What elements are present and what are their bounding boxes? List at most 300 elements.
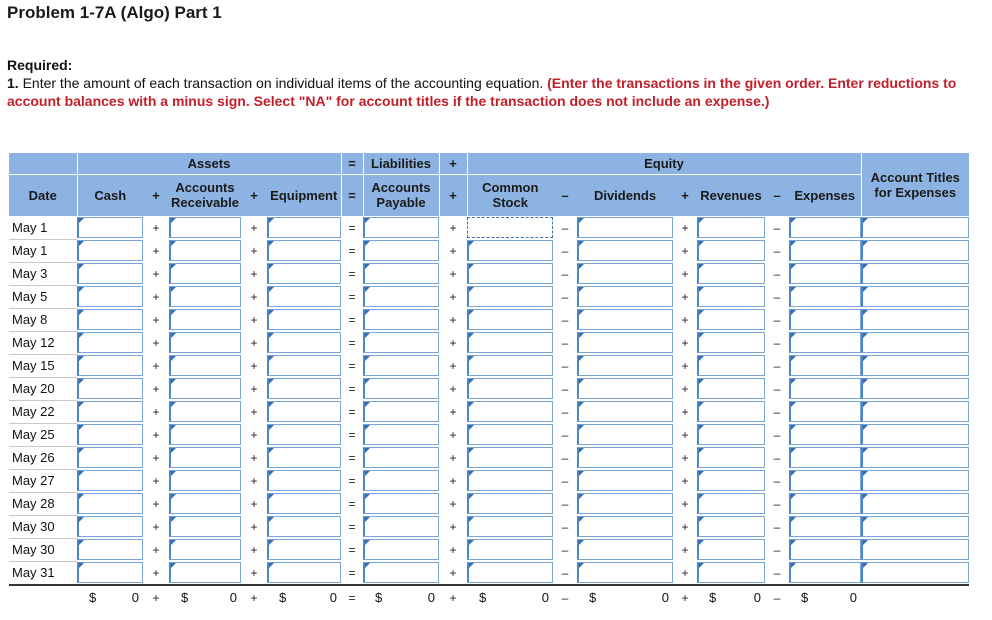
account-title-select[interactable] xyxy=(861,355,969,376)
row-symbol-plus: + xyxy=(250,519,258,534)
revenues-input[interactable] xyxy=(697,493,765,514)
equipment-input[interactable] xyxy=(267,470,341,491)
accounts-payable-input[interactable] xyxy=(363,424,439,445)
equipment-input[interactable] xyxy=(267,378,341,399)
row-symbol-plus: + xyxy=(152,450,160,465)
revenues-input[interactable] xyxy=(697,332,765,353)
account-title-cell xyxy=(861,469,969,492)
row-symbol-plus: + xyxy=(449,450,457,465)
accounts-payable-cell xyxy=(363,308,439,331)
revenues-input[interactable] xyxy=(697,516,765,537)
expenses-cell xyxy=(789,423,861,446)
account-title-cell xyxy=(861,538,969,561)
accounts-receivable-input[interactable] xyxy=(169,378,241,399)
common-stock-cell xyxy=(467,469,553,492)
accounts-payable-input[interactable] xyxy=(363,217,439,238)
account-title-select[interactable] xyxy=(861,286,969,307)
common-stock-cell xyxy=(467,354,553,377)
row-symbol-minus: – xyxy=(773,404,781,419)
dividends-cell xyxy=(577,400,673,423)
cash-cell xyxy=(77,538,143,561)
dividends-input[interactable] xyxy=(577,240,673,261)
row-symbol-plus: + xyxy=(250,565,258,580)
revenues-cell xyxy=(697,423,765,446)
account-title-select[interactable] xyxy=(861,447,969,468)
accounts-payable-cell xyxy=(363,561,439,585)
currency-symbol: $ xyxy=(89,590,97,605)
total-symbol-plus: + xyxy=(673,585,697,609)
revenues-input[interactable] xyxy=(697,240,765,261)
common-stock-input[interactable] xyxy=(467,562,553,583)
total-account-titles-blank xyxy=(861,585,969,609)
accounts-receivable-input[interactable] xyxy=(169,286,241,307)
account-title-cell xyxy=(861,354,969,377)
row-symbol-minus: – xyxy=(561,381,569,396)
expenses-input[interactable] xyxy=(789,286,861,307)
total-accounts-receivable xyxy=(169,585,241,609)
accounts-receivable-input[interactable] xyxy=(169,562,241,583)
row-symbol-plus: + xyxy=(449,266,457,281)
account-title-select[interactable] xyxy=(861,470,969,491)
accounts-receivable-cell xyxy=(169,354,241,377)
cash-cell xyxy=(77,377,143,400)
row-symbol-plus: + xyxy=(449,565,457,580)
revenues-input[interactable] xyxy=(697,539,765,560)
common-stock-input[interactable] xyxy=(467,332,553,353)
expenses-input[interactable] xyxy=(789,355,861,376)
account-title-select[interactable] xyxy=(861,309,969,330)
table-row xyxy=(9,423,969,446)
cash-input[interactable] xyxy=(77,378,143,399)
common-stock-input[interactable] xyxy=(467,217,553,238)
row-symbol-plus: + xyxy=(681,266,689,281)
expenses-input[interactable] xyxy=(789,217,861,238)
row-symbol-plus: + xyxy=(681,381,689,396)
header-assets: Assets xyxy=(77,153,341,174)
currency-symbol: $ xyxy=(279,590,287,605)
row-symbol-plus: + xyxy=(449,473,457,488)
dividends-input[interactable] xyxy=(577,470,673,491)
row-symbol-plus: + xyxy=(250,427,258,442)
revenues-input[interactable] xyxy=(697,286,765,307)
equipment-cell xyxy=(267,446,341,469)
row-symbol-minus: – xyxy=(773,427,781,442)
accounts-payable-input[interactable] xyxy=(363,263,439,284)
required-label: Required: xyxy=(7,57,73,73)
revenues-input[interactable] xyxy=(697,447,765,468)
row-symbol-eq: = xyxy=(348,289,356,304)
row-symbol-plus: + xyxy=(152,266,160,281)
equipment-input[interactable] xyxy=(267,424,341,445)
cash-input[interactable] xyxy=(77,240,143,261)
account-title-select[interactable] xyxy=(861,516,969,537)
row-symbol-plus: + xyxy=(681,473,689,488)
common-stock-input[interactable] xyxy=(467,401,553,422)
row-symbol-eq: = xyxy=(348,220,356,235)
cash-input[interactable] xyxy=(77,217,143,238)
table-row xyxy=(9,515,969,538)
cash-cell xyxy=(77,308,143,331)
expenses-cell xyxy=(789,492,861,515)
row-date: May 3 xyxy=(9,262,77,285)
total-symbol-minus: – xyxy=(553,585,577,609)
equipment-input[interactable] xyxy=(267,286,341,307)
common-stock-input[interactable] xyxy=(467,309,553,330)
total-amount: 0 xyxy=(427,590,435,605)
accounts-payable-input[interactable] xyxy=(363,447,439,468)
common-stock-cell xyxy=(467,285,553,308)
expenses-input[interactable] xyxy=(789,263,861,284)
row-symbol-plus: + xyxy=(152,473,160,488)
common-stock-input[interactable] xyxy=(467,493,553,514)
row-date: May 31 xyxy=(9,561,77,585)
row-symbol-plus: + xyxy=(152,381,160,396)
row-symbol-minus: – xyxy=(773,381,781,396)
total-symbol-eq: = xyxy=(341,585,363,609)
expenses-input[interactable] xyxy=(789,240,861,261)
cash-input[interactable] xyxy=(77,447,143,468)
cash-input[interactable] xyxy=(77,516,143,537)
expenses-cell xyxy=(789,239,861,262)
equipment-cell xyxy=(267,377,341,400)
dividends-input[interactable] xyxy=(577,516,673,537)
dividends-input[interactable] xyxy=(577,332,673,353)
row-symbol-minus: – xyxy=(773,220,781,235)
cash-input[interactable] xyxy=(77,355,143,376)
currency-symbol: $ xyxy=(181,590,189,605)
row-symbol-eq: = xyxy=(348,335,356,350)
common-stock-input[interactable] xyxy=(467,424,553,445)
account-title-select[interactable] xyxy=(861,332,969,353)
row-symbol-minus: – xyxy=(561,427,569,442)
cash-input[interactable] xyxy=(77,263,143,284)
cash-input[interactable] xyxy=(77,401,143,422)
row-symbol-plus: + xyxy=(681,312,689,327)
accounts-receivable-input[interactable] xyxy=(169,263,241,284)
accounts-payable-input[interactable] xyxy=(363,378,439,399)
row-symbol-plus: + xyxy=(250,358,258,373)
accounts-receivable-input[interactable] xyxy=(169,355,241,376)
equipment-cell xyxy=(267,400,341,423)
accounts-payable-input[interactable] xyxy=(363,539,439,560)
accounts-payable-input[interactable] xyxy=(363,332,439,353)
expenses-input[interactable] xyxy=(789,447,861,468)
accounts-payable-input[interactable] xyxy=(363,309,439,330)
accounts-receivable-input[interactable] xyxy=(169,516,241,537)
revenues-input[interactable] xyxy=(697,424,765,445)
account-title-select[interactable] xyxy=(861,539,969,560)
account-title-select[interactable] xyxy=(861,240,969,261)
row-symbol-plus: + xyxy=(250,266,258,281)
accounts-receivable-cell xyxy=(169,492,241,515)
total-value xyxy=(363,590,439,605)
cash-input[interactable] xyxy=(77,562,143,583)
expenses-input[interactable] xyxy=(789,401,861,422)
table-row xyxy=(9,538,969,561)
total-cash xyxy=(77,585,143,609)
row-symbol-minus: – xyxy=(773,312,781,327)
accounts-receivable-input[interactable] xyxy=(169,539,241,560)
revenues-input[interactable] xyxy=(697,355,765,376)
row-symbol-minus: – xyxy=(561,312,569,327)
total-symbol-plus: + xyxy=(439,585,467,609)
cash-input[interactable] xyxy=(77,539,143,560)
row-symbol-minus: – xyxy=(773,450,781,465)
revenues-input[interactable] xyxy=(697,470,765,491)
total-amount: 0 xyxy=(329,590,337,605)
row-symbol-minus: – xyxy=(561,335,569,350)
expenses-cell xyxy=(789,446,861,469)
accounts-receivable-cell xyxy=(169,262,241,285)
header-date: Date xyxy=(9,174,77,216)
expenses-cell xyxy=(789,262,861,285)
accounts-payable-input[interactable] xyxy=(363,355,439,376)
row-date: May 5 xyxy=(9,285,77,308)
account-title-select[interactable] xyxy=(861,378,969,399)
page-title: Problem 1-7A (Algo) Part 1 xyxy=(7,3,222,22)
row-date: May 20 xyxy=(9,377,77,400)
dividends-input[interactable] xyxy=(577,355,673,376)
total-value xyxy=(169,590,241,605)
cash-input[interactable] xyxy=(77,493,143,514)
row-symbol-eq: = xyxy=(348,542,356,557)
equipment-input[interactable] xyxy=(267,240,341,261)
currency-symbol: $ xyxy=(801,590,809,605)
revenues-cell xyxy=(697,216,765,239)
dividends-input[interactable] xyxy=(577,493,673,514)
accounts-payable-input[interactable] xyxy=(363,286,439,307)
row-symbol-plus: + xyxy=(152,220,160,235)
row-symbol-minus: – xyxy=(773,266,781,281)
row-symbol-plus: + xyxy=(681,496,689,511)
equipment-input[interactable] xyxy=(267,217,341,238)
accounts-receivable-cell xyxy=(169,561,241,585)
table-row xyxy=(9,262,969,285)
account-title-select[interactable] xyxy=(861,424,969,445)
equipment-input[interactable] xyxy=(267,562,341,583)
common-stock-input[interactable] xyxy=(467,286,553,307)
row-symbol-plus: + xyxy=(250,542,258,557)
common-stock-input[interactable] xyxy=(467,355,553,376)
revenues-cell xyxy=(697,446,765,469)
row-symbol-plus: + xyxy=(449,519,457,534)
accounts-receivable-cell xyxy=(169,285,241,308)
row-date: May 8 xyxy=(9,308,77,331)
common-stock-input[interactable] xyxy=(467,516,553,537)
row-symbol-minus: – xyxy=(773,565,781,580)
common-stock-cell xyxy=(467,262,553,285)
row-symbol-plus: + xyxy=(250,450,258,465)
cash-cell xyxy=(77,515,143,538)
equipment-input[interactable] xyxy=(267,355,341,376)
revenues-cell xyxy=(697,515,765,538)
equipment-input[interactable] xyxy=(267,493,341,514)
common-stock-input[interactable] xyxy=(467,470,553,491)
row-date: May 27 xyxy=(9,469,77,492)
totals-row xyxy=(9,585,969,609)
account-title-select[interactable] xyxy=(861,401,969,422)
row-symbol-plus: + xyxy=(681,450,689,465)
header-minus-2: – xyxy=(765,174,789,216)
common-stock-cell xyxy=(467,515,553,538)
cash-cell xyxy=(77,446,143,469)
header-common-stock: Common Stock xyxy=(467,174,553,216)
equipment-cell xyxy=(267,354,341,377)
accounts-payable-input[interactable] xyxy=(363,562,439,583)
common-stock-cell xyxy=(467,423,553,446)
revenues-input[interactable] xyxy=(697,378,765,399)
expenses-input[interactable] xyxy=(789,332,861,353)
expenses-input[interactable] xyxy=(789,378,861,399)
cash-input[interactable] xyxy=(77,424,143,445)
dividends-input[interactable] xyxy=(577,309,673,330)
expenses-input[interactable] xyxy=(789,562,861,583)
dividends-input[interactable] xyxy=(577,401,673,422)
total-value xyxy=(77,590,143,605)
accounts-receivable-cell xyxy=(169,423,241,446)
expenses-input[interactable] xyxy=(789,309,861,330)
equipment-input[interactable] xyxy=(267,263,341,284)
cash-cell xyxy=(77,354,143,377)
header-equipment: Equipment xyxy=(267,174,341,216)
equipment-cell xyxy=(267,262,341,285)
equipment-input[interactable] xyxy=(267,516,341,537)
dividends-cell xyxy=(577,492,673,515)
accounts-receivable-input[interactable] xyxy=(169,240,241,261)
accounts-receivable-input[interactable] xyxy=(169,493,241,514)
expenses-input[interactable] xyxy=(789,539,861,560)
accounts-receivable-input[interactable] xyxy=(169,447,241,468)
common-stock-input[interactable] xyxy=(467,539,553,560)
account-title-cell xyxy=(861,423,969,446)
row-symbol-minus: – xyxy=(561,289,569,304)
equipment-cell xyxy=(267,285,341,308)
dividends-input[interactable] xyxy=(577,217,673,238)
table-row xyxy=(9,446,969,469)
dividends-input[interactable] xyxy=(577,539,673,560)
dividends-input[interactable] xyxy=(577,562,673,583)
row-symbol-plus: + xyxy=(681,519,689,534)
dividends-input[interactable] xyxy=(577,263,673,284)
currency-symbol: $ xyxy=(589,590,597,605)
account-title-select[interactable] xyxy=(861,217,969,238)
accounts-payable-input[interactable] xyxy=(363,470,439,491)
accounts-receivable-cell xyxy=(169,216,241,239)
header-minus-1: – xyxy=(553,174,577,216)
row-symbol-plus: + xyxy=(681,542,689,557)
row-symbol-plus: + xyxy=(250,381,258,396)
account-title-select[interactable] xyxy=(861,562,969,583)
row-date: May 30 xyxy=(9,515,77,538)
cash-input[interactable] xyxy=(77,470,143,491)
dividends-input[interactable] xyxy=(577,447,673,468)
equipment-input[interactable] xyxy=(267,447,341,468)
equipment-input[interactable] xyxy=(267,539,341,560)
row-date: May 26 xyxy=(9,446,77,469)
instruction-text xyxy=(7,74,967,110)
revenues-input[interactable] xyxy=(697,401,765,422)
revenues-input[interactable] xyxy=(697,217,765,238)
account-title-select[interactable] xyxy=(861,263,969,284)
dividends-input[interactable] xyxy=(577,378,673,399)
equipment-input[interactable] xyxy=(267,332,341,353)
row-symbol-minus: – xyxy=(561,542,569,557)
row-symbol-plus: + xyxy=(152,289,160,304)
accounts-payable-cell xyxy=(363,446,439,469)
table-row xyxy=(9,216,969,239)
accounts-payable-input[interactable] xyxy=(363,240,439,261)
row-symbol-eq: = xyxy=(348,473,356,488)
revenues-input[interactable] xyxy=(697,263,765,284)
row-symbol-plus: + xyxy=(250,289,258,304)
revenues-input[interactable] xyxy=(697,309,765,330)
equipment-input[interactable] xyxy=(267,401,341,422)
accounts-payable-input[interactable] xyxy=(363,493,439,514)
total-amount: 0 xyxy=(753,590,761,605)
expenses-input[interactable] xyxy=(789,470,861,491)
account-title-cell xyxy=(861,492,969,515)
row-symbol-plus: + xyxy=(449,312,457,327)
expenses-input[interactable] xyxy=(789,493,861,514)
row-symbol-plus: + xyxy=(449,289,457,304)
common-stock-input[interactable] xyxy=(467,447,553,468)
accounts-receivable-input[interactable] xyxy=(169,217,241,238)
cash-input[interactable] xyxy=(77,286,143,307)
equipment-input[interactable] xyxy=(267,309,341,330)
common-stock-cell xyxy=(467,561,553,585)
table-row xyxy=(9,492,969,515)
accounts-receivable-input[interactable] xyxy=(169,424,241,445)
cash-input[interactable] xyxy=(77,309,143,330)
row-symbol-plus: + xyxy=(250,335,258,350)
account-title-cell xyxy=(861,331,969,354)
row-symbol-plus: + xyxy=(449,427,457,442)
cash-input[interactable] xyxy=(77,332,143,353)
header-plus-3: + xyxy=(439,174,467,216)
common-stock-input[interactable] xyxy=(467,263,553,284)
accounts-payable-input[interactable] xyxy=(363,516,439,537)
row-symbol-eq: = xyxy=(348,519,356,534)
common-stock-input[interactable] xyxy=(467,378,553,399)
dividends-input[interactable] xyxy=(577,424,673,445)
cash-cell xyxy=(77,285,143,308)
dividends-cell xyxy=(577,561,673,585)
common-stock-input[interactable] xyxy=(467,240,553,261)
expenses-input[interactable] xyxy=(789,516,861,537)
revenues-input[interactable] xyxy=(697,562,765,583)
expenses-cell xyxy=(789,308,861,331)
accounts-receivable-input[interactable] xyxy=(169,309,241,330)
row-symbol-plus: + xyxy=(152,243,160,258)
accounts-receivable-input[interactable] xyxy=(169,401,241,422)
row-symbol-minus: – xyxy=(561,404,569,419)
accounts-receivable-input[interactable] xyxy=(169,470,241,491)
account-title-select[interactable] xyxy=(861,493,969,514)
header-liabilities: Liabilities xyxy=(363,153,439,174)
revenues-cell xyxy=(697,492,765,515)
totals-label-blank xyxy=(9,585,77,609)
accounts-receivable-input[interactable] xyxy=(169,332,241,353)
expenses-input[interactable] xyxy=(789,424,861,445)
cash-cell xyxy=(77,239,143,262)
accounts-payable-input[interactable] xyxy=(363,401,439,422)
equipment-cell xyxy=(267,492,341,515)
row-symbol-plus: + xyxy=(152,542,160,557)
cash-cell xyxy=(77,262,143,285)
accounts-payable-cell xyxy=(363,354,439,377)
row-date: May 12 xyxy=(9,331,77,354)
dividends-input[interactable] xyxy=(577,286,673,307)
